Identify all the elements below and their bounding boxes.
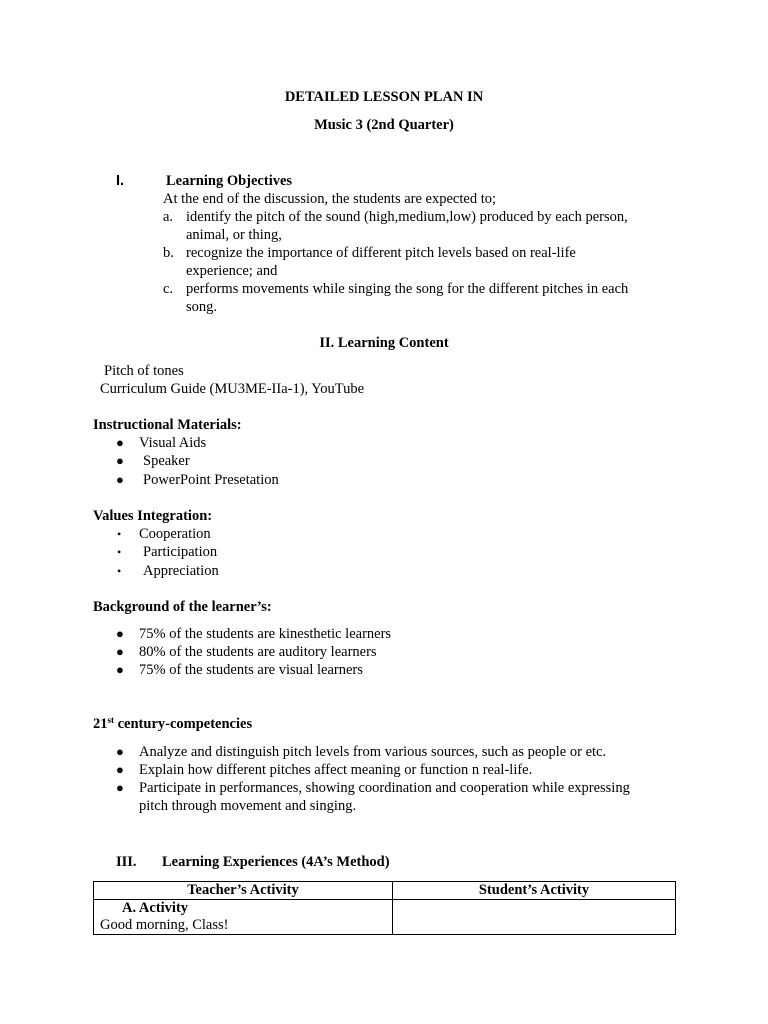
section-2-heading: II. Learning Content bbox=[319, 335, 449, 351]
title-line-1: DETAILED LESSON PLAN IN bbox=[284, 89, 484, 105]
values-heading: Values Integration: bbox=[93, 508, 213, 524]
objective-b-line-2: experience; and bbox=[186, 263, 278, 279]
objectives-intro: At the end of the discussion, the students are expected to; bbox=[163, 191, 497, 207]
table-header-row bbox=[94, 882, 676, 900]
values-item: Cooperation bbox=[139, 526, 211, 542]
bullet-icon: • bbox=[117, 564, 122, 578]
section-1-heading: Learning Objectives bbox=[166, 173, 293, 189]
bullet-icon: ● bbox=[116, 780, 124, 795]
objective-c-letter: c. bbox=[163, 281, 174, 297]
bullet-icon: ● bbox=[116, 762, 124, 777]
section-3-heading: Learning Experiences (4A’s Method) bbox=[162, 854, 390, 870]
materials-heading: Instructional Materials: bbox=[93, 417, 242, 433]
greeting-line: Good morning, Class! bbox=[100, 917, 229, 933]
materials-item: Visual Aids bbox=[139, 435, 207, 451]
values-item: Participation bbox=[143, 544, 218, 560]
teacher-activity-cell bbox=[94, 900, 393, 935]
background-item: 80% of the students are auditory learners bbox=[139, 644, 377, 660]
objective-a-line-1: identify the pitch of the sound (high,medium,low) produced by each person, bbox=[186, 209, 628, 225]
learning-experiences-table bbox=[93, 881, 676, 935]
teacher-activity-header: Teacher’s Activity bbox=[94, 882, 393, 900]
title-line-2: Music 3 (2nd Quarter) bbox=[314, 117, 454, 133]
materials-item: PowerPoint Presetation bbox=[143, 472, 279, 488]
bullet-icon: • bbox=[117, 545, 122, 559]
content-reference: Curriculum Guide (MU3ME-IIa-1), YouTube bbox=[100, 381, 365, 397]
objective-a-line-2: animal, or thing, bbox=[186, 227, 282, 243]
bullet-icon: ● bbox=[116, 744, 124, 759]
background-heading: Background of the learner’s: bbox=[93, 599, 272, 615]
bullet-icon: ● bbox=[116, 472, 124, 487]
objective-b-line-1: recognize the importance of different pitch levels based on real-life bbox=[186, 245, 576, 261]
objective-c-line-1: performs movements while singing the song for the different pitches in each bbox=[186, 281, 629, 297]
content-topic: Pitch of tones bbox=[104, 363, 184, 379]
student-activity-cell bbox=[393, 900, 676, 935]
bullet-icon: • bbox=[117, 527, 122, 541]
section-1-numeral: I. bbox=[116, 173, 125, 189]
bullet-icon: ● bbox=[116, 626, 124, 641]
competency-item: Explain how different pitches affect meaning or function n real-life. bbox=[139, 762, 533, 778]
bullet-icon: ● bbox=[116, 453, 124, 468]
competency-item: Analyze and distinguish pitch levels from various sources, such as people or etc. bbox=[139, 744, 607, 760]
bullet-icon: ● bbox=[116, 662, 124, 677]
student-activity-header: Student’s Activity bbox=[393, 882, 676, 900]
bullet-icon: ● bbox=[116, 435, 124, 450]
background-item: 75% of the students are kinesthetic learners bbox=[139, 626, 392, 642]
objective-b-letter: b. bbox=[163, 245, 174, 261]
background-item: 75% of the students are visual learners bbox=[139, 662, 363, 678]
objective-a-letter: a. bbox=[163, 209, 174, 225]
bullet-icon: ● bbox=[116, 644, 124, 659]
competencies-heading: 21st century-competencies bbox=[93, 715, 253, 732]
values-item: Appreciation bbox=[143, 563, 219, 579]
competency-item: Participate in performances, showing coordination and cooperation while expressing bbox=[139, 780, 630, 796]
objective-c-line-2: song. bbox=[186, 299, 218, 315]
materials-item: Speaker bbox=[143, 453, 190, 469]
activity-subheading: A. Activity bbox=[122, 900, 189, 916]
table-row bbox=[94, 900, 676, 935]
section-3-numeral: III. bbox=[116, 854, 137, 870]
competency-item-continuation: pitch through movement and singing. bbox=[139, 798, 357, 814]
